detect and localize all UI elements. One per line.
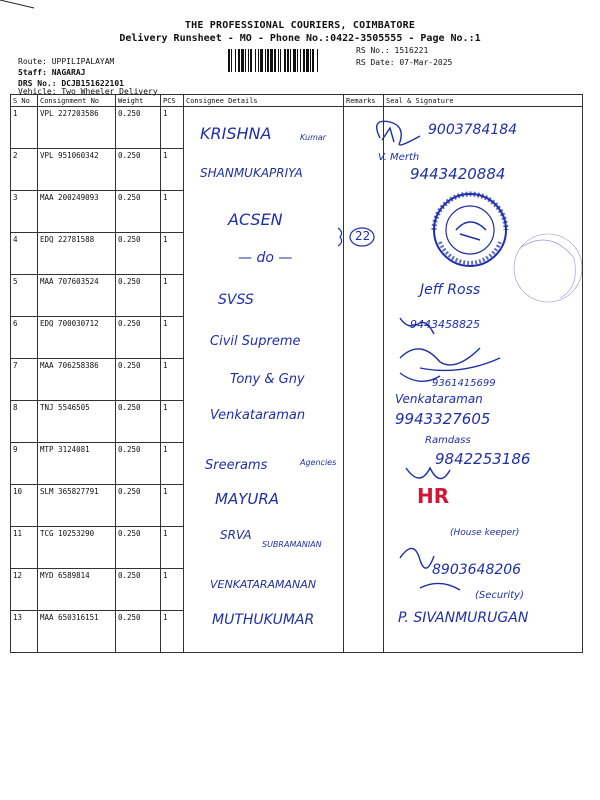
- rs-date-value: 07-Mar-2025: [399, 58, 453, 67]
- header-remarks: Remarks: [344, 95, 384, 107]
- cell-consignment: MYD 6589814: [38, 569, 116, 611]
- header-pcs: PCS: [161, 95, 184, 107]
- cell-pcs: 1: [161, 527, 184, 569]
- cell-sno: 13: [11, 611, 38, 653]
- hw-sign-8b: 9943327605: [395, 410, 491, 428]
- hw-consignee-7: Tony & Gny: [230, 372, 305, 387]
- cell-sno: 5: [11, 275, 38, 317]
- hw-sign-12b: (Security): [475, 590, 524, 601]
- cell-weight: 0.250: [116, 233, 161, 275]
- hw-consignee-3: ACSEN: [228, 210, 283, 229]
- cell-pcs: 1: [161, 275, 184, 317]
- cell-sno: 2: [11, 149, 38, 191]
- cell-pcs: 1: [161, 191, 184, 233]
- hw-sign-9: Ramdass: [425, 435, 471, 446]
- hw-consignee-2: SHANMUKAPRIYA: [200, 166, 303, 180]
- cell-weight: 0.250: [116, 149, 161, 191]
- table-header-row: [11, 95, 583, 107]
- cell-weight: 0.250: [116, 191, 161, 233]
- cell-sno: 10: [11, 485, 38, 527]
- cell-weight: 0.250: [116, 275, 161, 317]
- staff-line: Staff: NAGARAJ: [18, 68, 86, 77]
- hw-consignee-6: Civil Supreme: [210, 334, 301, 349]
- cell-sno: 7: [11, 359, 38, 401]
- hw-consignee-10: MAYURA: [215, 490, 280, 508]
- drs-value: DCJB151622101: [61, 79, 124, 88]
- rs-no-value: 1516221: [394, 46, 429, 55]
- vehicle-line: Vehicle: Two Wheeler Delivery: [18, 87, 158, 96]
- cell-pcs: 1: [161, 443, 184, 485]
- cell-weight: 0.250: [116, 611, 161, 653]
- cell-consignee: [184, 275, 344, 317]
- hw-sign-6: 9443458825: [410, 318, 480, 331]
- hw-consignee-12: VENKATARAMANAN: [210, 578, 317, 591]
- cell-consignment: MAA 706258386: [38, 359, 116, 401]
- company-title: THE PROFESSIONAL COURIERS, COIMBATORE: [184, 20, 416, 31]
- cell-sno: 4: [11, 233, 38, 275]
- route-line: Route: UPPILIPALAYAM: [18, 57, 115, 66]
- header-seal: Seal & Signature: [384, 95, 583, 107]
- cell-weight: 0.250: [116, 107, 161, 149]
- hw-consignee-11: SRVA: [220, 528, 252, 542]
- cell-consignment: MAA 200249093: [38, 191, 116, 233]
- cell-sno: 3: [11, 191, 38, 233]
- cell-weight: 0.250: [116, 317, 161, 359]
- hw-remark-22: 22: [355, 229, 371, 243]
- cell-sno: 1: [11, 107, 38, 149]
- rs-date-line: RS Date: 07-Mar-2025: [356, 58, 453, 67]
- hw-sign-2: V. Merth: [378, 152, 420, 163]
- cell-consignment: TNJ 5546505: [38, 401, 116, 443]
- hw-consignee-1b: Kumar: [300, 133, 327, 142]
- cell-pcs: 1: [161, 107, 184, 149]
- hw-sign-8: Venkataraman: [395, 392, 483, 406]
- cell-pcs: 1: [161, 149, 184, 191]
- cell-consignment: EDQ 22781588: [38, 233, 116, 275]
- cell-weight: 0.250: [116, 485, 161, 527]
- hw-consignee-4: — do —: [238, 250, 293, 266]
- cell-pcs: 1: [161, 485, 184, 527]
- hw-sign-7: 9361415699: [432, 378, 496, 389]
- cell-sno: 11: [11, 527, 38, 569]
- corner-mark: [0, 0, 40, 10]
- cell-weight: 0.250: [116, 443, 161, 485]
- hw-consignee-11b: SUBRAMANIAN: [262, 540, 322, 549]
- hw-sign-12: 8903648206: [432, 562, 522, 578]
- hw-sign-11: (House keeper): [450, 528, 520, 538]
- cell-consignment: SLM 365827791: [38, 485, 116, 527]
- staff-value: NAGARAJ: [51, 68, 86, 77]
- cell-sno: 12: [11, 569, 38, 611]
- drs-line: DRS No.: DCJB151622101: [18, 79, 124, 88]
- cell-weight: 0.250: [116, 569, 161, 611]
- cell-sno: 8: [11, 401, 38, 443]
- header-consignment: Consignment No: [38, 95, 116, 107]
- hw-consignee-9b: Agencies: [300, 458, 337, 467]
- hw-consignee-5: SVSS: [218, 292, 254, 308]
- barcode-image: [228, 49, 352, 72]
- runsheet-subtitle: Delivery Runsheet - MO - Phone No.:0422-3505555 - Page No.:1: [119, 33, 481, 44]
- cell-weight: 0.250: [116, 527, 161, 569]
- cell-sno: 9: [11, 443, 38, 485]
- hw-sign-9b: 9842253186: [435, 450, 531, 468]
- header-weight: Weight: [116, 95, 161, 107]
- vehicle-value: Two Wheeler Delivery: [61, 87, 158, 96]
- cell-weight: 0.250: [116, 401, 161, 443]
- hw-consignee-13: MUTHUKUMAR: [212, 612, 315, 628]
- hw-consignee-8: Venkataraman: [210, 408, 306, 423]
- hw-consignee-9: Sreerams: [205, 458, 268, 473]
- cell-consignment: VPL 951060342: [38, 149, 116, 191]
- cell-sno: 6: [11, 317, 38, 359]
- signature-strokes: [360, 108, 590, 628]
- cell-pcs: 1: [161, 359, 184, 401]
- cell-pcs: 1: [161, 233, 184, 275]
- hw-sign-13: P. SIVANMURUGAN: [398, 610, 529, 626]
- cell-consignment: EDQ 700030712: [38, 317, 116, 359]
- cell-pcs: 1: [161, 401, 184, 443]
- hw-sign-5: Jeff Ross: [420, 282, 481, 298]
- route-value: UPPILIPALAYAM: [51, 57, 115, 66]
- cell-consignment: MTP 3124081: [38, 443, 116, 485]
- header-consignee: Consignee Details: [184, 95, 344, 107]
- hw-consignee-1: KRISHNA: [200, 124, 272, 143]
- header-sno: S No: [11, 95, 38, 107]
- rs-no-line: RS No.: 1516221: [356, 46, 429, 55]
- cell-consignment: TCG 10253290: [38, 527, 116, 569]
- cell-consignment: MAA 650316151: [38, 611, 116, 653]
- cell-consignment: MAA 707603524: [38, 275, 116, 317]
- cell-weight: 0.250: [116, 359, 161, 401]
- hw-sign-1: 9003784184: [428, 122, 518, 138]
- hw-sign-10: HR: [417, 484, 450, 508]
- hw-sign-2b: 9443420884: [410, 165, 506, 183]
- cell-pcs: 1: [161, 611, 184, 653]
- cell-pcs: 1: [161, 317, 184, 359]
- agriculture-office-stamp: [430, 190, 510, 270]
- cell-pcs: 1: [161, 569, 184, 611]
- cell-consignment: VPL 227203586: [38, 107, 116, 149]
